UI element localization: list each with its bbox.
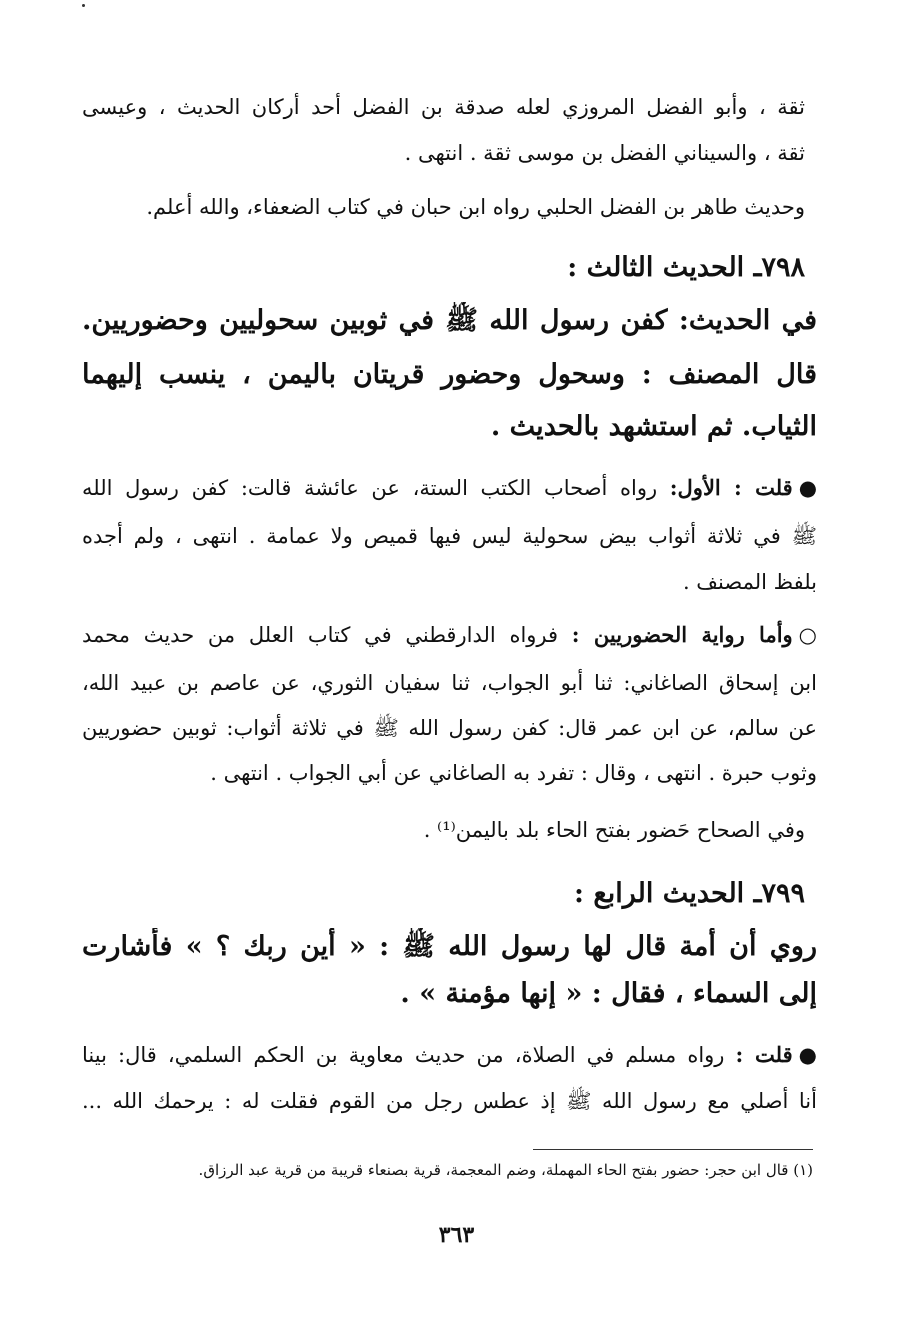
amma-paragraph-line-3: عن سالم، عن ابن عمر قال: كفن رسول الله ﷺ في ثلاثة أثواب: ثوبين حضوريين: [82, 716, 817, 740]
filled-bullet-icon: ●: [798, 475, 817, 500]
hollow-bullet-icon: ○: [798, 622, 817, 647]
hadith-798-heading: ٧٩٨ـ الحديث الثالث :: [567, 252, 805, 283]
qult-2-paragraph-line-1: [82, 1040, 817, 1070]
hadith-799-text-line-2: إلى السماء ، فقال : « إنها مؤمنة » .: [400, 978, 817, 1009]
text-line-2: ثقة ، والسيناني الفضل بن موسى ثقة . انتهى .: [404, 141, 805, 165]
qult-2-label: قلت :: [735, 1042, 793, 1067]
amma-paragraph-line-4: وثوب حبرة . انتهى ، وقال : تفرد به الصاغاني عن أبي الجواب . انتهى .: [210, 761, 817, 785]
hadith-799-text-line-1: روي أن أمة قال لها رسول الله ﷺ : « أين ربك ؟ » فأشارت: [82, 931, 817, 962]
filled-bullet-icon: ●: [798, 1042, 817, 1067]
footnote: (١) قال ابن حجر: حضور بفتح الحاء المهملة، وضم المعجمة، قرية بصنعاء قريبة من قرية عبد الرزاق.: [198, 1161, 813, 1179]
sihah-line: وفي الصحاح حَضور بفتح الحاء بلد باليمن⁽¹⁾ .: [423, 818, 805, 842]
hadith-798-text: في الحديث: كفن رسول الله ﷺ في ثوبين سحوليين وحضوريين.: [82, 305, 817, 336]
scan-speck: [82, 4, 85, 7]
author-comment-line-1: قال المصنف : وسحول وحضور قريتان باليمن ، ينسب إليهما: [82, 359, 817, 390]
text-line-3: وحديث طاهر بن الفضل الحلبي رواه ابن حبان في كتاب الضعفاء، والله أعلم.: [146, 195, 805, 219]
text-line-1: ثقة ، وأبو الفضل المروزي لعله صدقة بن الفضل أحد أركان الحديث ، وعيسى: [82, 95, 805, 119]
qult-text: رواه أصحاب الكتب الستة، عن عائشة قالت: كفن رسول الله: [82, 476, 658, 500]
qult-2-text: رواه مسلم في الصلاة، من حديث معاوية بن الحكم السلمي، قال: بينا: [82, 1043, 725, 1067]
amma-label: وأما رواية الحضوريين :: [571, 622, 793, 647]
qult-label: قلت : الأول:: [669, 475, 793, 500]
amma-paragraph-line-1: [82, 620, 817, 650]
qult-paragraph-line-2: ﷺ في ثلاثة أثواب بيض سحولية ليس فيها قميص ولا عمامة . انتهى ، ولم أجده: [82, 524, 817, 548]
qult-2-paragraph-line-2: أنا أصلي مع رسول الله ﷺ إذ عطس رجل من القوم فقلت له : يرحمك الله ...: [82, 1089, 817, 1113]
page-number: ٣٦٣: [438, 1222, 475, 1248]
hadith-799-heading: ٧٩٩ـ الحديث الرابع :: [574, 878, 805, 909]
amma-text: فرواه الدارقطني في كتاب العلل من حديث محمد: [82, 623, 559, 647]
footnote-divider: [533, 1149, 813, 1150]
author-comment-line-2: الثياب. ثم استشهد بالحديث .: [490, 411, 817, 442]
qult-paragraph-line-3: بلفظ المصنف .: [682, 570, 817, 594]
amma-paragraph-line-2: ابن إسحاق الصاغاني: ثنا أبو الجواب، ثنا سفيان الثوري، عن عاصم بن عبيد الله،: [82, 671, 817, 695]
qult-paragraph-line-1: [82, 473, 817, 503]
